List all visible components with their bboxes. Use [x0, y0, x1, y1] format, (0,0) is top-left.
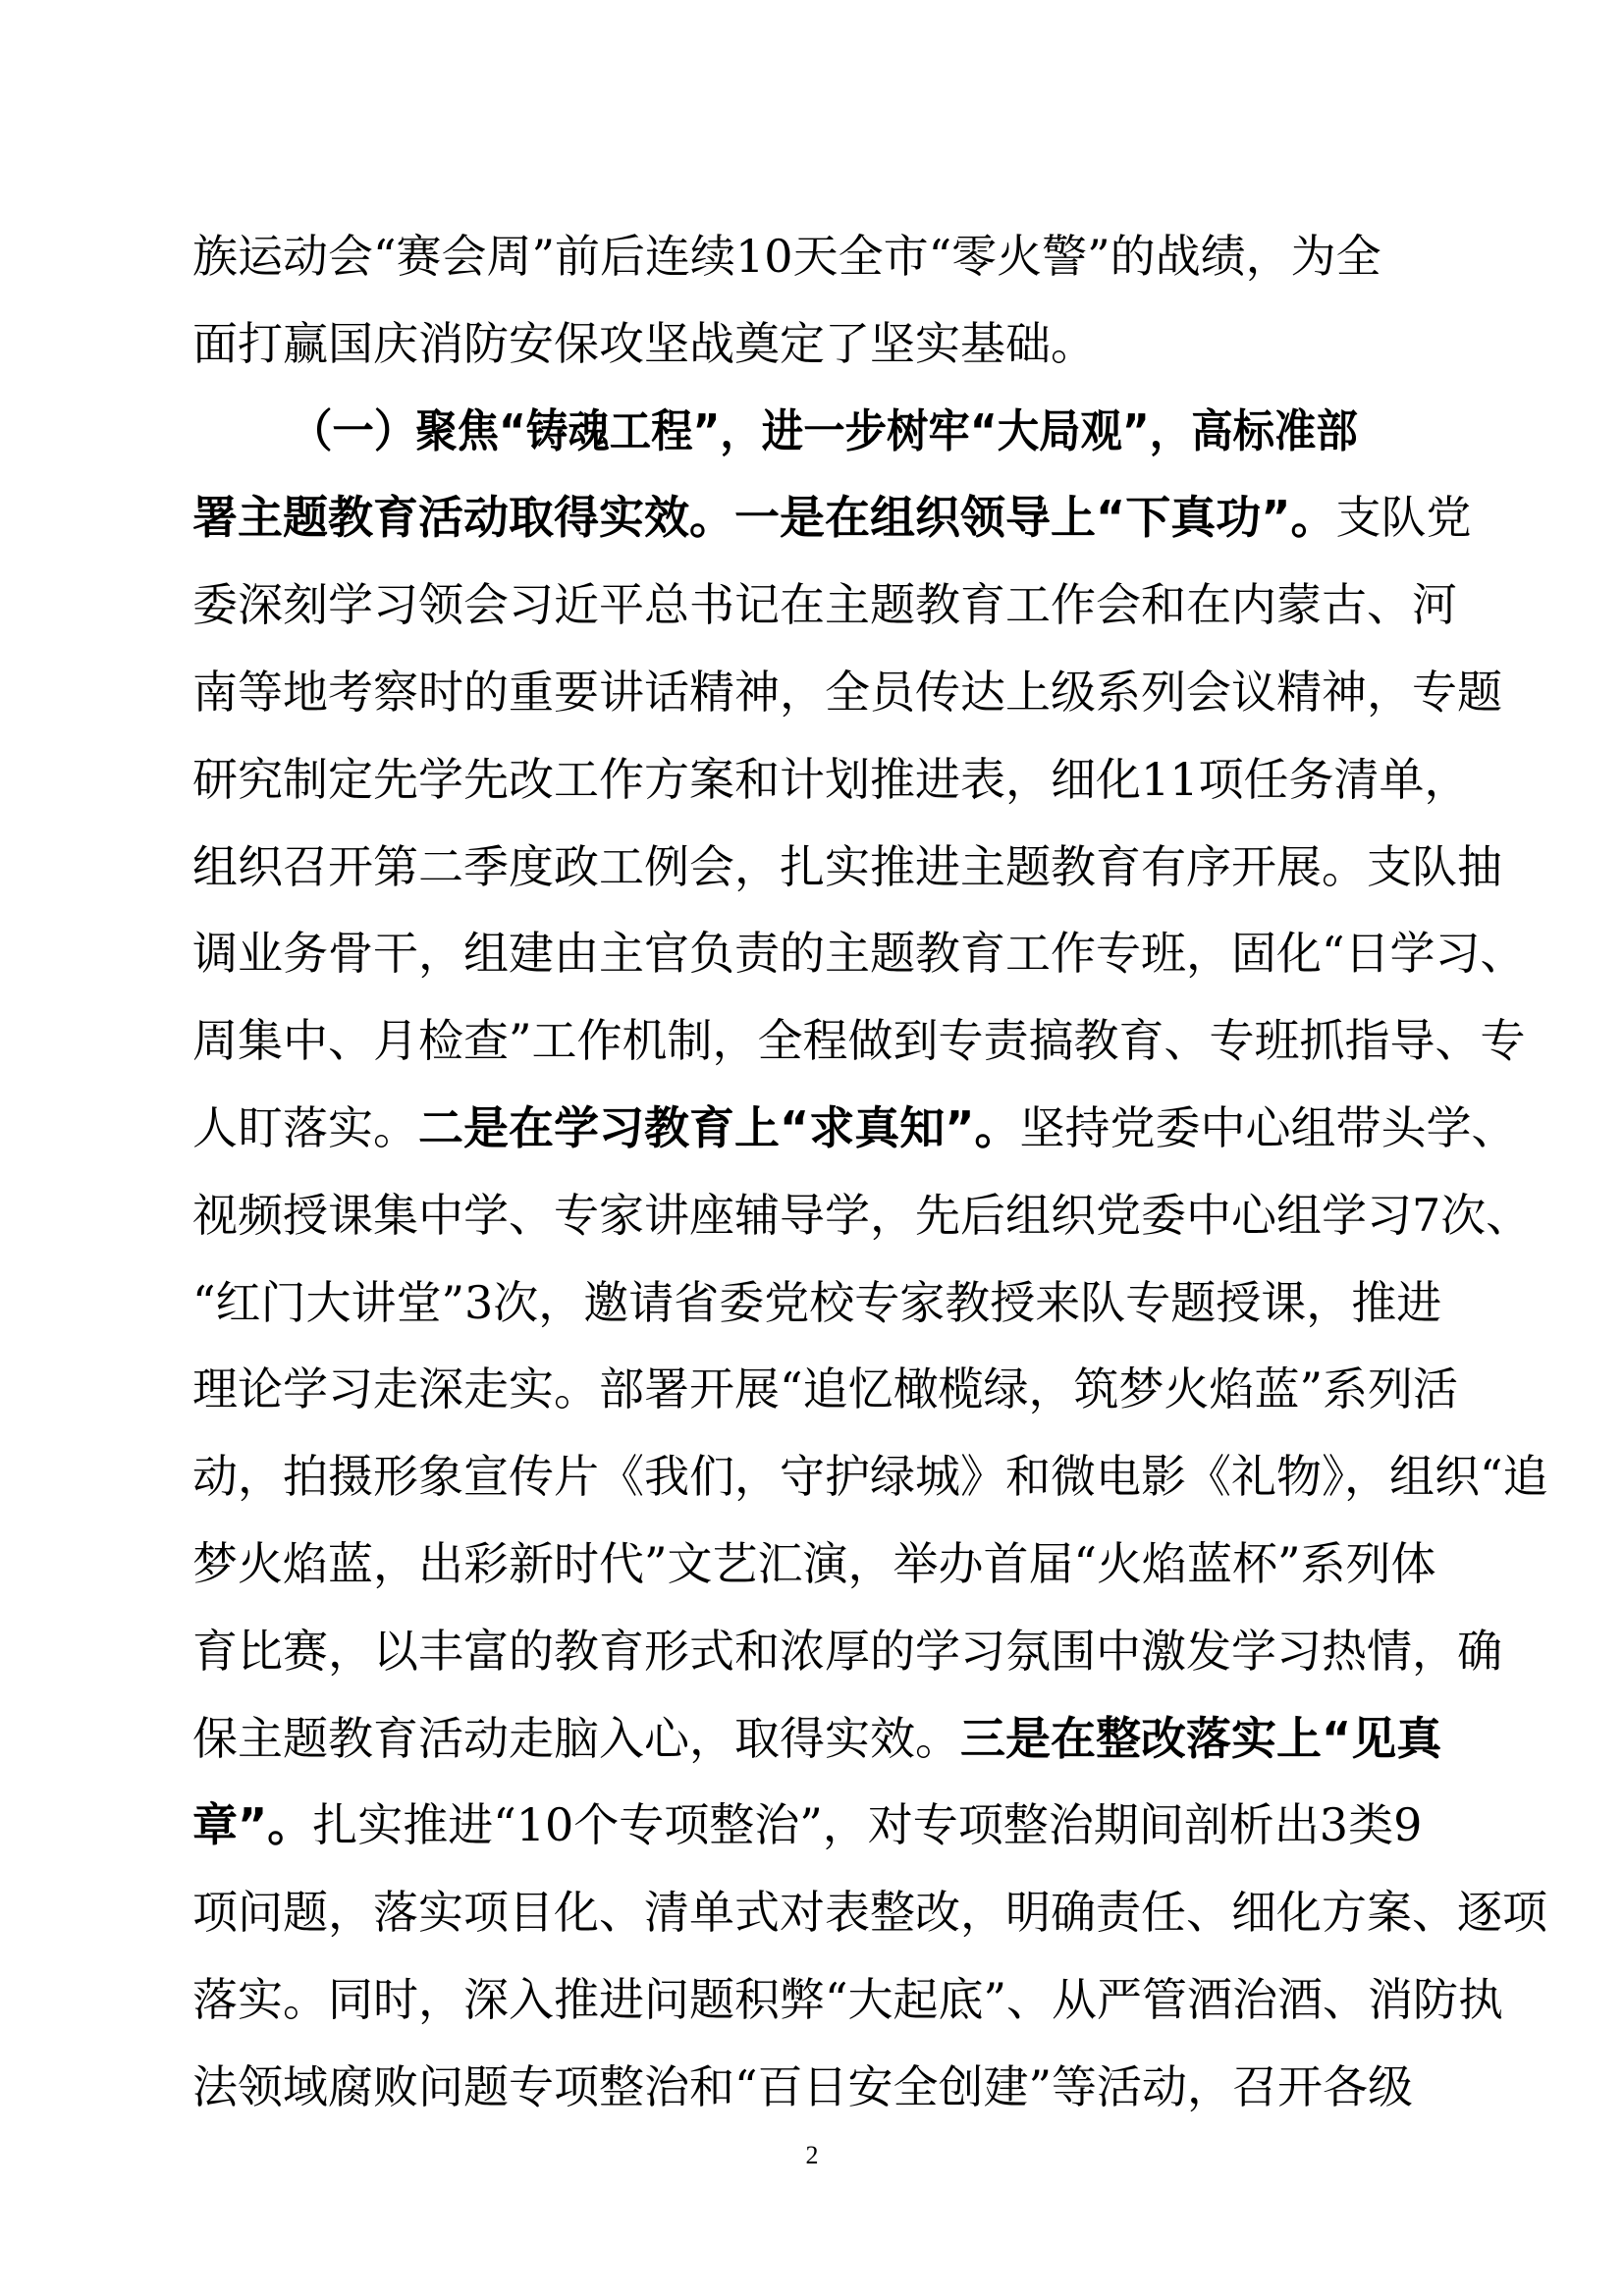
text-line: [192, 2045, 1449, 2129]
text-segment: 坚持党委中心组带头学、: [1019, 1101, 1517, 1154]
text-segment: 梦火焰蓝，出彩新时代”文艺汇演，举办首届“火焰蓝杯”系列体: [192, 1537, 1436, 1590]
bold-text-segment: 章”。: [192, 1798, 313, 1852]
text-segment: 动，拍摄形象宣传片《我们，守护绿城》和微电影《礼物》，组织“追: [192, 1450, 1548, 1504]
text-segment: 法领域腐败问题专项整治和“百日安全创建”等活动，召开各级: [192, 2059, 1414, 2113]
text-line: [192, 825, 1502, 909]
text-segment: 研究制定先学先改工作方案和计划推进表，细化11项任务清单，: [192, 752, 1470, 806]
bold-text-segment: （一）聚焦“铸魂工程”，进一步树牢“大局观”，高标准部: [291, 403, 1358, 457]
text-segment: 面打赢国庆消防安保攻坚战奠定了坚实基础。: [192, 316, 1096, 370]
text-segment: 调业务骨干，组建由主官负责的主题教育工作专班，固化“日学习、: [192, 927, 1526, 981]
text-line: [192, 562, 1457, 647]
text-line: [192, 998, 1526, 1083]
text-line: [192, 1783, 1449, 1867]
text-segment: 组织召开第二季度政工例会，扎实推进主题教育有序开展。支队抽: [192, 839, 1502, 893]
text-segment: 族运动会“赛会周”前后连续10天全市“零火警”的战绩，为全: [192, 230, 1381, 283]
text-segment: 周集中、月检查”工作机制，全程做到专责搞教育、专班抓指导、专: [192, 1014, 1526, 1068]
text-line: [192, 1522, 1449, 1606]
text-segment: 扎实推进“10个专项整治”，对专项整治期间剖析出3类9: [312, 1798, 1423, 1852]
text-line: [192, 1957, 1504, 2042]
text-line: [192, 1609, 1502, 1693]
text-line: [192, 1696, 1449, 1781]
text-segment: 保主题教育活动走脑入心，取得实效。: [192, 1711, 960, 1765]
text-segment: 视频授课集中学、专家讲座辅导学，先后组织党委中心组学习7次、: [192, 1188, 1532, 1242]
text-line: [192, 301, 1449, 386]
text-line: [192, 1347, 1459, 1431]
text-segment: 育比赛，以丰富的教育形式和浓厚的学习氛围中激发学习热情，确: [192, 1624, 1502, 1678]
text-segment: 落实。同时，深入推进问题积弊“大起底”、从严管酒治酒、消防执: [192, 1973, 1504, 2026]
bold-text-segment: 二是在学习教育上“求真知”。: [418, 1101, 1020, 1154]
text-line: [291, 389, 1449, 473]
text-segment: 南等地考察时的重要讲话精神，全员传达上级系列会议精神，专题: [192, 666, 1502, 719]
text-line: [192, 1173, 1532, 1257]
text-line: [192, 1870, 1547, 1954]
text-line: [192, 911, 1526, 995]
text-segment: 人盯落实。: [192, 1101, 418, 1154]
page-number: 2: [805, 2141, 819, 2169]
text-segment: 委深刻学习领会习近平总书记在主题教育工作会和在内蒙古、河: [192, 578, 1457, 632]
text-segment: 项问题，落实项目化、清单式对表整改，明确责任、细化方案、逐项: [192, 1886, 1547, 1940]
bold-text-segment: 署主题教育活动取得实效。一是在组织领导上“下真功”。: [192, 491, 1336, 545]
text-line: [192, 475, 1472, 560]
text-line: [192, 1260, 1449, 1345]
text-line: [192, 737, 1470, 822]
text-line: [192, 1434, 1548, 1519]
bold-text-segment: 三是在整改落实上“见真: [960, 1711, 1442, 1765]
text-line: [192, 650, 1502, 734]
text-line: [192, 1086, 1517, 1170]
text-segment: 理论学习走深走实。部署开展“追忆橄榄绿，筑梦火焰蓝”系列活: [192, 1362, 1459, 1416]
text-segment: 支队党: [1335, 491, 1472, 545]
text-segment: “红门大讲堂”3次，邀请省委党校专家教授来队专题授课，推进: [192, 1275, 1442, 1329]
text-line: [192, 214, 1449, 298]
